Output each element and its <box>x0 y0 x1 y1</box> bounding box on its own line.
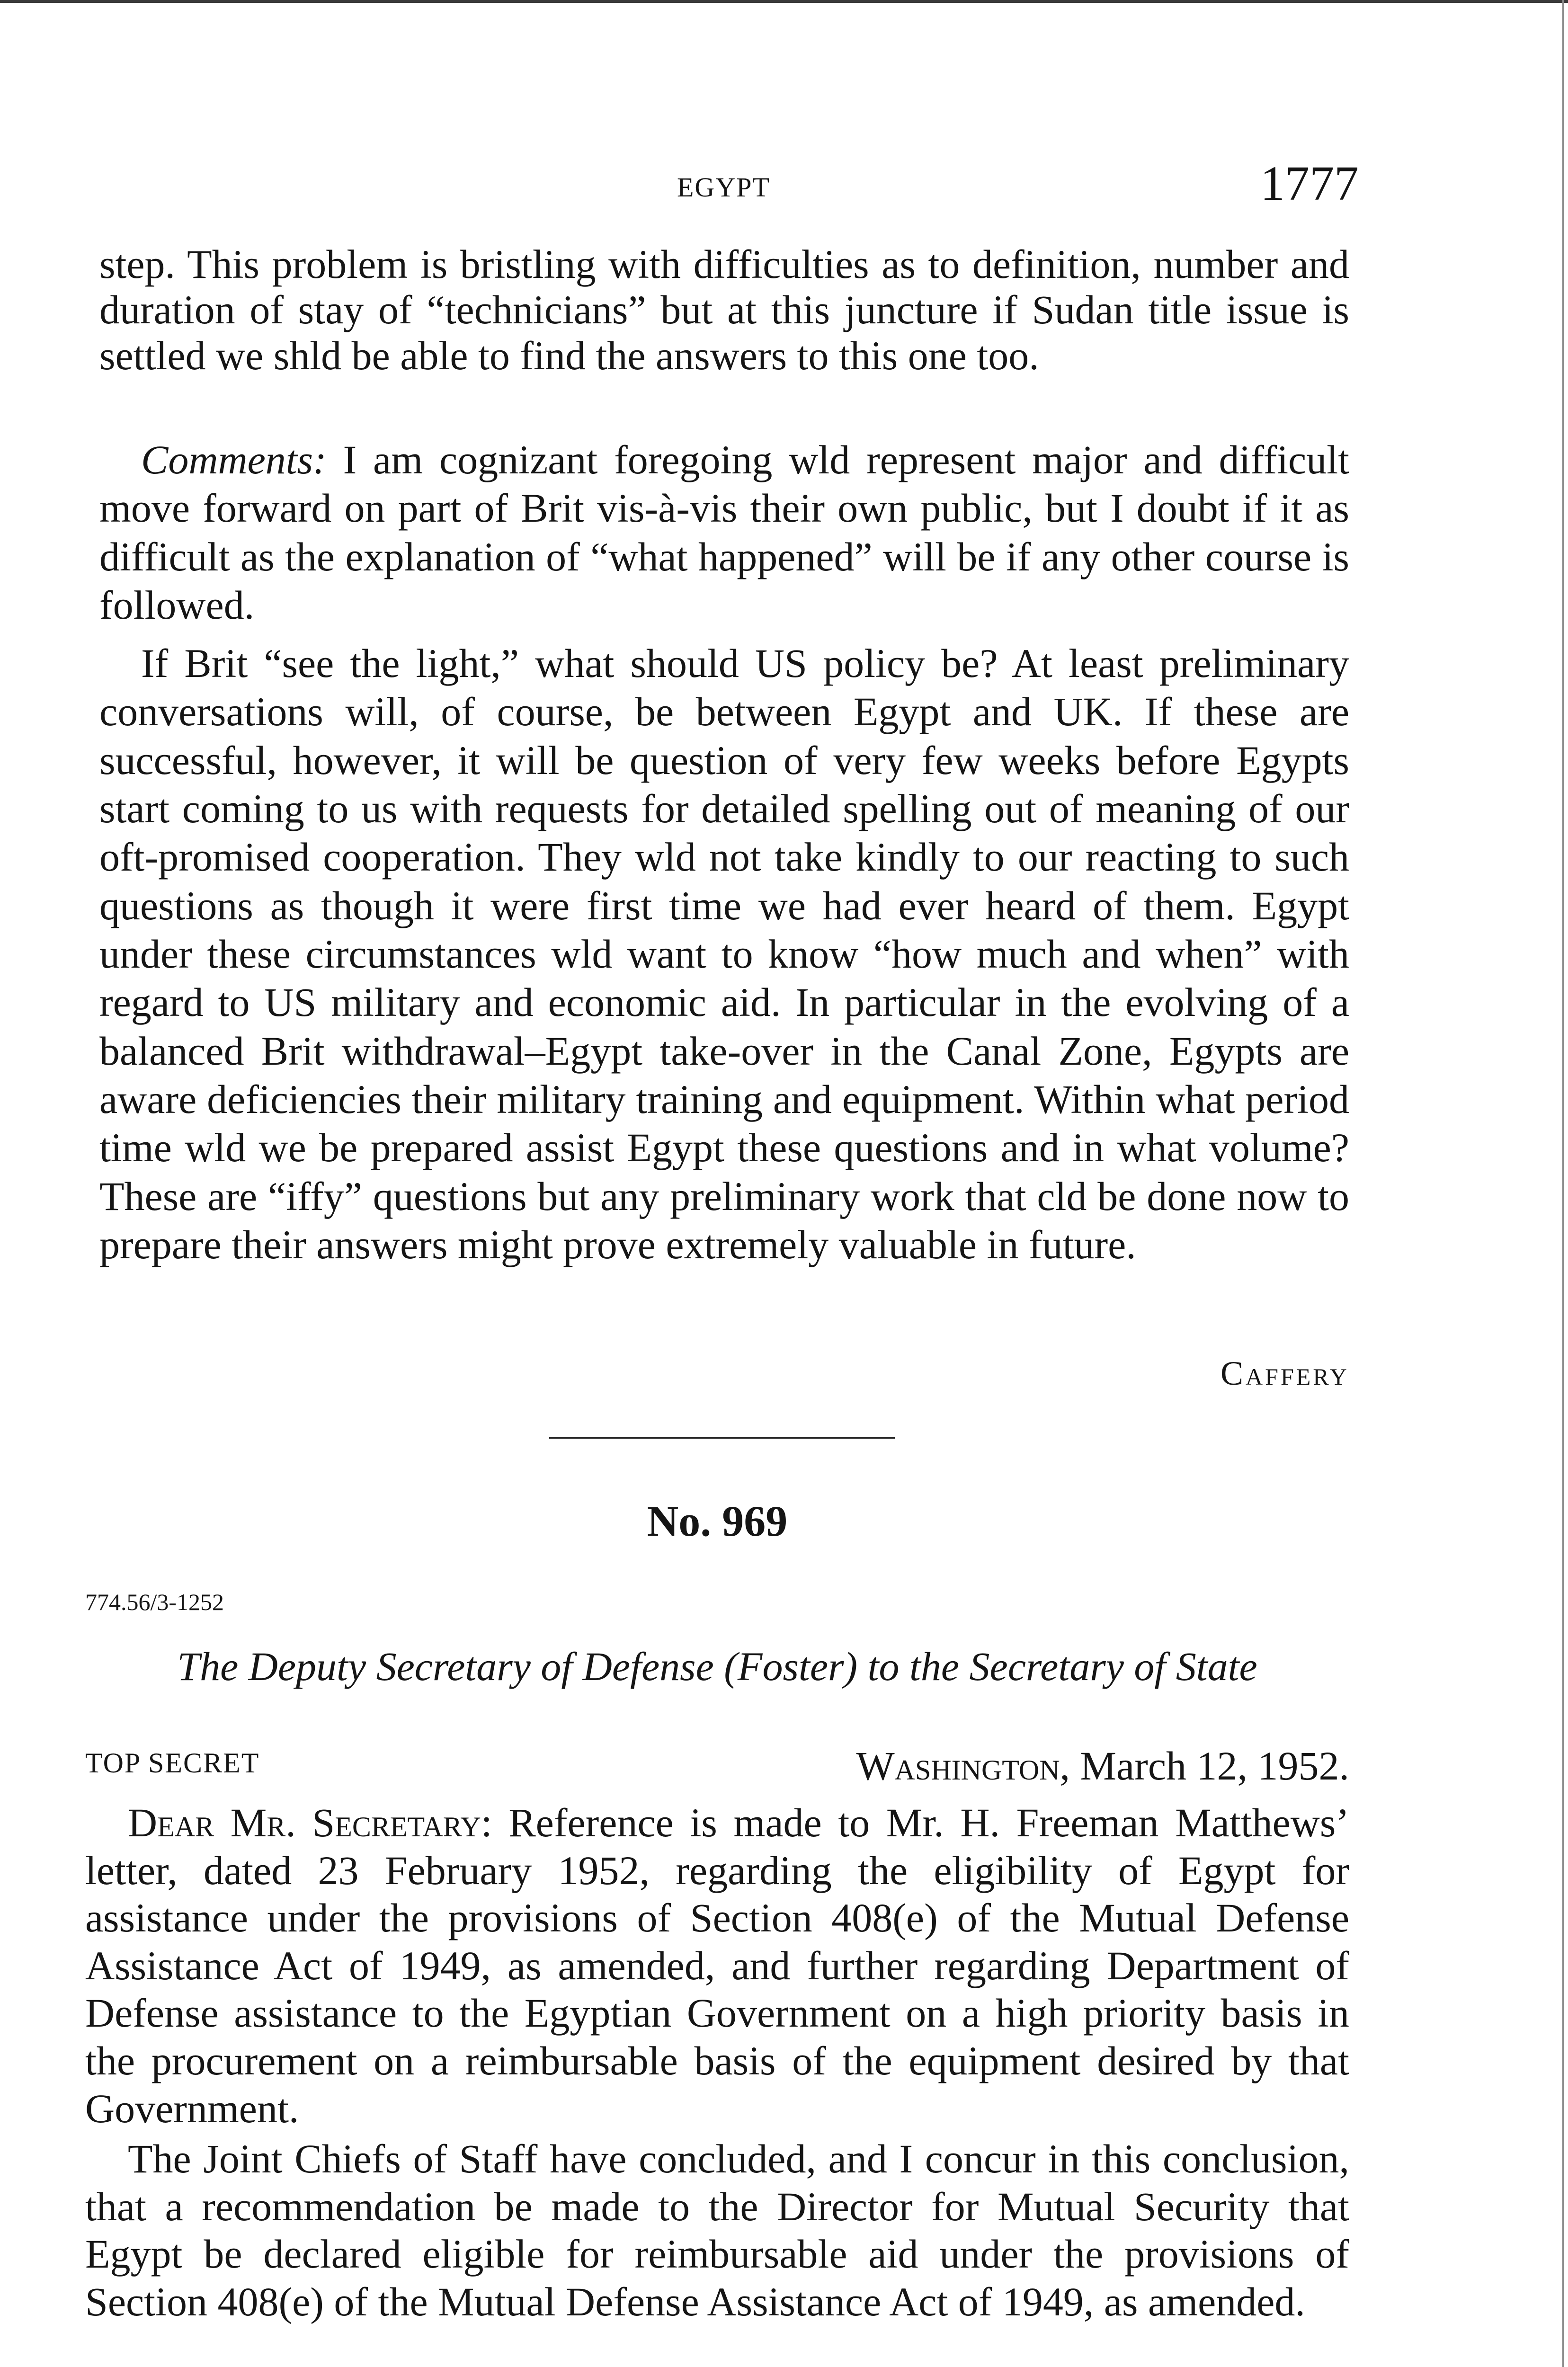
comments-text: I am cognizant foregoing wld represent major and difficult move forward on part of Brit vis-à-vis their own public, but I doubt if it as difficult as the explanation of “what happened” will be if any other course is followed. <box>99 437 1349 628</box>
letter-paragraph-1-text: Reference is made to Mr. H. Freeman Matthews’ letter, dated 23 February 1952, regarding the eligibility of Egypt for assistance under the provisions of Section 408(e) of the Mutual Defense Assistance Act of 1949, as amended, and further regarding Department of Defense assistance to the Egyptian Government on a high priority basis in the procurement on a reimbursable basis of the equipment desired by that Government. <box>85 1800 1349 2131</box>
section-divider <box>549 1437 895 1439</box>
continuation-paragraph-1: step. This problem is bristling with difficulties as to definition, number and duration of stay of “technicians” but at this juncture if Sudan title issue is settled we shld be able to find the answers to this one too. <box>99 241 1349 378</box>
page-number: 1777 <box>1260 156 1359 211</box>
classification-marking: TOP SECRET <box>85 1747 260 1779</box>
right-edge-rule <box>1562 0 1564 2367</box>
document-title: The Deputy Secretary of Defense (Foster) to the Secretary of State <box>177 1644 1257 1689</box>
running-head: EGYPT <box>677 172 770 203</box>
dateline-place: Washington, <box>856 1743 1070 1789</box>
document-number: No. 969 <box>647 1497 788 1545</box>
top-edge-rule <box>0 0 1568 3</box>
file-number: 774.56/3-1252 <box>85 1589 224 1615</box>
letter-paragraph-2: The Joint Chiefs of Staff have concluded, and I concur in this conclusion, that a recommendation be made to the Director for Mutual Security that Egypt be declared eligible for reimbursable aid under the provisions of Section 408(e) of the Mutual Defense Assistance Act of 1949, as amended. <box>85 2136 1349 2324</box>
continuation-paragraph-3: If Brit “see the light,” what should US policy be? At least preliminary conversations will, of course, be between Egypt and UK. If these are successful, however, it will be question of very few weeks before Egypts start coming to us with requests for detailed spelling out of meaning of our oft-promised cooperation. They wld not take kindly to our reacting to such questions as though it were first time we had ever heard of them. Egypt under these circumstances wld want to know “how much and when” with regard to US military and economic aid. In particular in the evolving of a balanced Brit withdrawal–Egypt take-over in the Canal Zone, Egypts are aware deficiencies their military training and equipment. Within what period time wld we be prepared assist Egypt these questions and in what volume? These are “iffy” questions but any preliminary work that cld be done now to prepare their answers might prove extremely valuable in future. <box>99 641 1349 1267</box>
salutation: Dear Mr. Secretary: <box>128 1800 492 1845</box>
dateline-date: March 12, 1952. <box>1070 1743 1349 1789</box>
comments-label: Comments: <box>141 437 327 482</box>
signature-caffery: Caffery <box>1221 1354 1349 1392</box>
comments-paragraph <box>99 436 1349 629</box>
dateline <box>856 1742 1349 1789</box>
letter-paragraph-1 <box>85 1799 1349 2132</box>
